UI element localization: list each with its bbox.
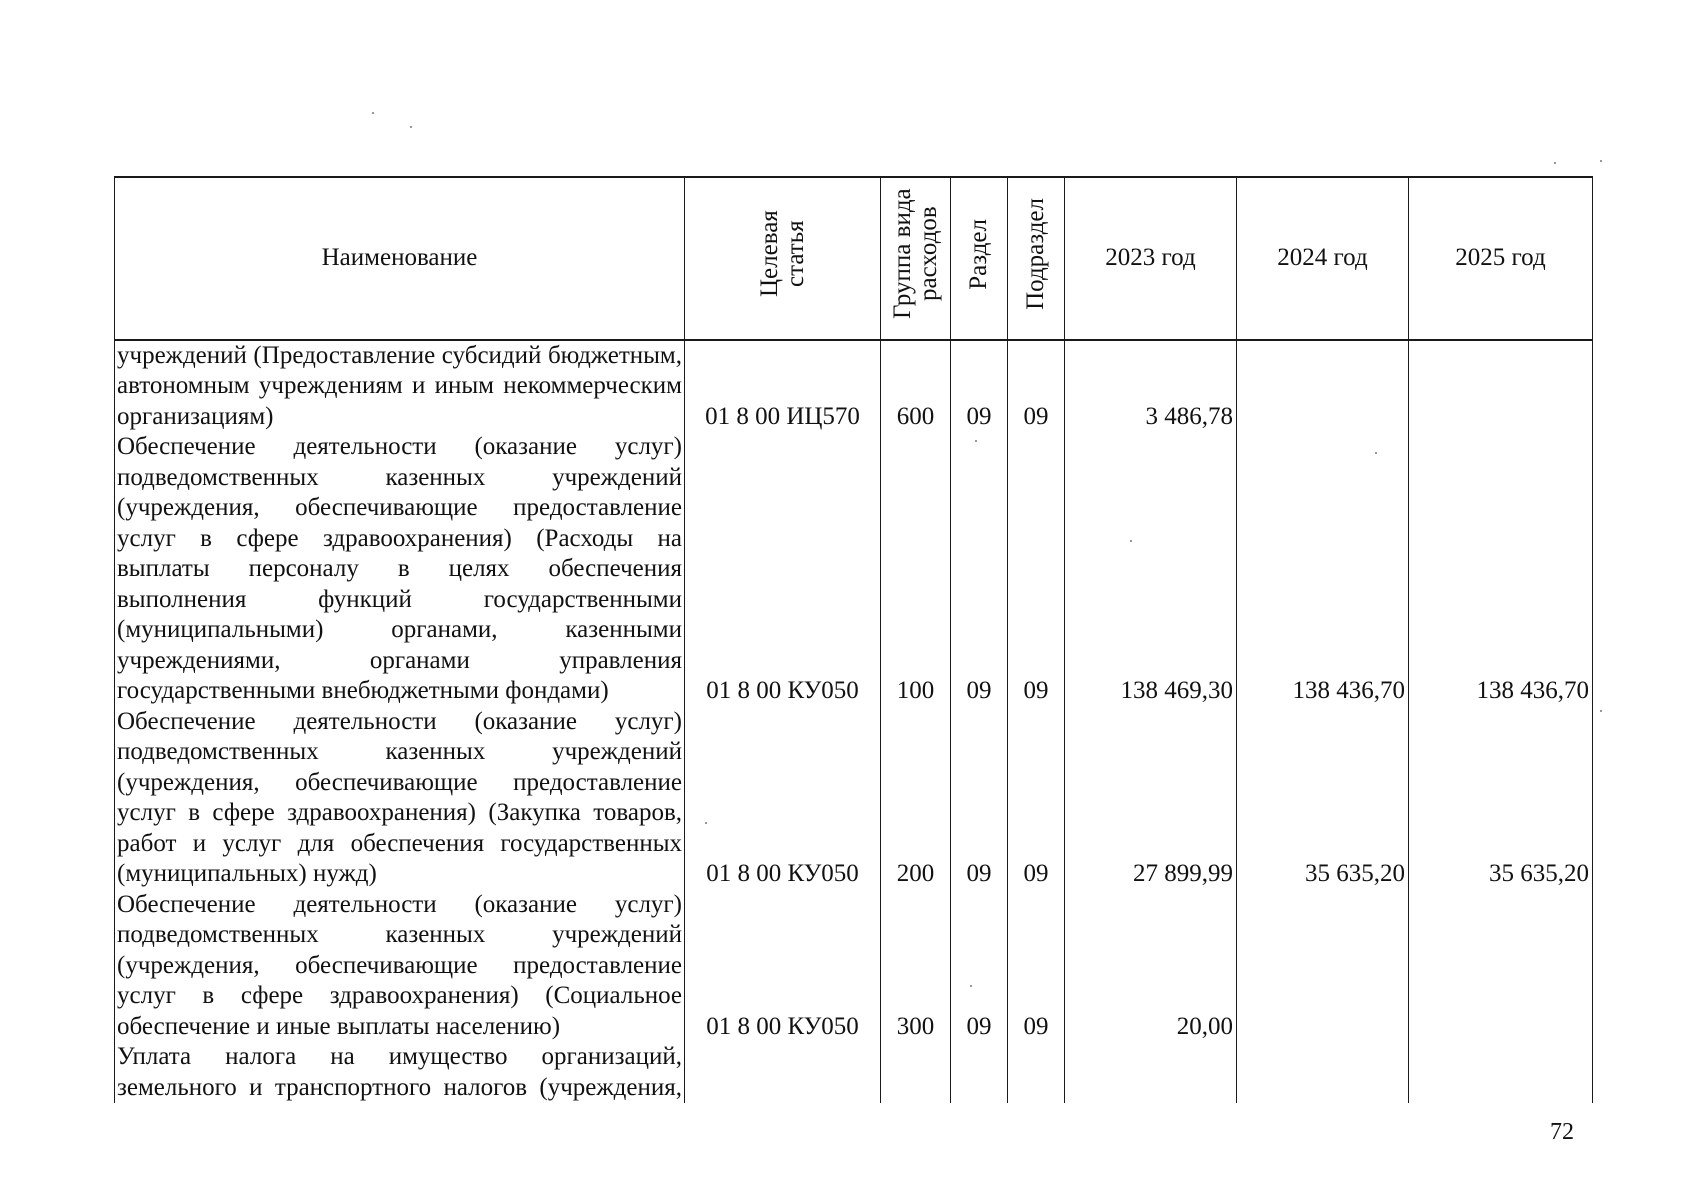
table-row xyxy=(115,1042,1593,1103)
row-target-article: 01 8 00 ИЦ570 xyxy=(685,340,881,433)
header-year-2023-label: 2023 год xyxy=(1105,244,1196,271)
row-amount-2025 xyxy=(1409,340,1593,433)
row-amount-2024 xyxy=(1237,1042,1409,1103)
row-expense-group: 600 xyxy=(881,340,951,433)
scan-speck xyxy=(705,822,707,824)
scan-speck xyxy=(1600,710,1602,712)
header-expense-group xyxy=(881,177,951,340)
row-section xyxy=(951,1042,1008,1103)
scan-speck xyxy=(970,985,972,987)
table-row xyxy=(115,890,1593,1043)
row-amount-2024 xyxy=(1237,890,1409,1043)
row-subsection: 09 xyxy=(1008,340,1065,433)
scan-speck xyxy=(1130,540,1132,542)
row-amount-2023: 27 899,99 xyxy=(1065,707,1237,890)
row-expense-group: 200 xyxy=(881,707,951,890)
header-expense-group-label: Группа вида расходов xyxy=(888,188,942,320)
row-section: 09 xyxy=(951,890,1008,1043)
header-section xyxy=(951,177,1008,340)
row-amount-2024: 138 436,70 xyxy=(1237,432,1409,707)
row-expense-group: 100 xyxy=(881,432,951,707)
row-amount-2025 xyxy=(1409,1042,1593,1103)
header-year-2024 xyxy=(1237,177,1409,340)
row-name: Уплата налога на имущество организаций, земельного и транспортного налогов (учреждения, xyxy=(115,1042,685,1103)
row-amount-2024 xyxy=(1237,340,1409,433)
header-year-2025-label: 2025 год xyxy=(1455,244,1546,271)
row-subsection xyxy=(1008,1042,1065,1103)
row-target-article: 01 8 00 КУ050 xyxy=(685,890,881,1043)
scan-speck xyxy=(975,440,977,442)
row-target-article: 01 8 00 КУ050 xyxy=(685,432,881,707)
row-expense-group: 300 xyxy=(881,890,951,1043)
table-header-row xyxy=(115,177,1593,340)
header-target-article xyxy=(685,177,881,340)
row-subsection: 09 xyxy=(1008,432,1065,707)
header-year-2025 xyxy=(1409,177,1593,340)
table-row xyxy=(115,707,1593,890)
row-amount-2023: 20,00 xyxy=(1065,890,1237,1043)
header-name-label: Наименование xyxy=(321,244,478,271)
table-row xyxy=(115,432,1593,707)
table-row xyxy=(115,340,1593,433)
row-amount-2023: 3 486,78 xyxy=(1065,340,1237,433)
row-name: Обеспечение деятельности (оказание услуг) подведомственных казенных учреждений (учреждения, обеспечивающие предоставление услуг в сфере здравоохранения) (Социальное обеспечение и иные выплаты населению) xyxy=(115,890,685,1043)
header-year-2023 xyxy=(1065,177,1237,340)
row-section: 09 xyxy=(951,432,1008,707)
scan-speck xyxy=(1554,162,1556,164)
budget-table xyxy=(114,176,1593,1103)
row-name: Обеспечение деятельности (оказание услуг) подведомственных казенных учреждений (учреждения, обеспечивающие предоставление услуг в сфере здравоохранения) (Расходы на выплаты персоналу в целях обеспечения выполнения функций государственными (муниципальными) органами, казенными учреждениями, органами управления государственными внебюджетными фондами) xyxy=(115,432,685,707)
header-year-2024-label: 2024 год xyxy=(1277,244,1368,271)
header-target-article-label: Целевая статья xyxy=(755,210,809,298)
row-subsection: 09 xyxy=(1008,707,1065,890)
row-amount-2025: 35 635,20 xyxy=(1409,707,1593,890)
row-amount-2023 xyxy=(1065,1042,1237,1103)
header-subsection xyxy=(1008,177,1065,340)
row-subsection: 09 xyxy=(1008,890,1065,1043)
row-amount-2025: 138 436,70 xyxy=(1409,432,1593,707)
row-name: Обеспечение деятельности (оказание услуг) подведомственных казенных учреждений (учреждения, обеспечивающие предоставление услуг в сфере здравоохранения) (Закупка товаров, работ и услуг для обеспечения государственных (муниципальных) нужд) xyxy=(115,707,685,890)
row-name: учреждений (Предоставление субсидий бюджетным, автономным учреждениям и иным некоммерческим организациям) xyxy=(115,340,685,433)
row-amount-2023: 138 469,30 xyxy=(1065,432,1237,707)
row-target-article: 01 8 00 КУ050 xyxy=(685,707,881,890)
row-expense-group xyxy=(881,1042,951,1103)
row-section: 09 xyxy=(951,340,1008,433)
page-number: 72 xyxy=(1550,1119,1574,1145)
row-section: 09 xyxy=(951,707,1008,890)
header-subsection-label: Подраздел xyxy=(1022,198,1049,310)
scan-speck xyxy=(410,126,412,128)
row-amount-2025 xyxy=(1409,890,1593,1043)
row-amount-2024: 35 635,20 xyxy=(1237,707,1409,890)
scan-speck xyxy=(372,112,374,114)
scan-speck xyxy=(1375,452,1377,454)
header-name xyxy=(115,177,685,340)
header-section-label: Раздел xyxy=(965,218,992,290)
row-target-article xyxy=(685,1042,881,1103)
scan-speck xyxy=(1600,160,1602,162)
